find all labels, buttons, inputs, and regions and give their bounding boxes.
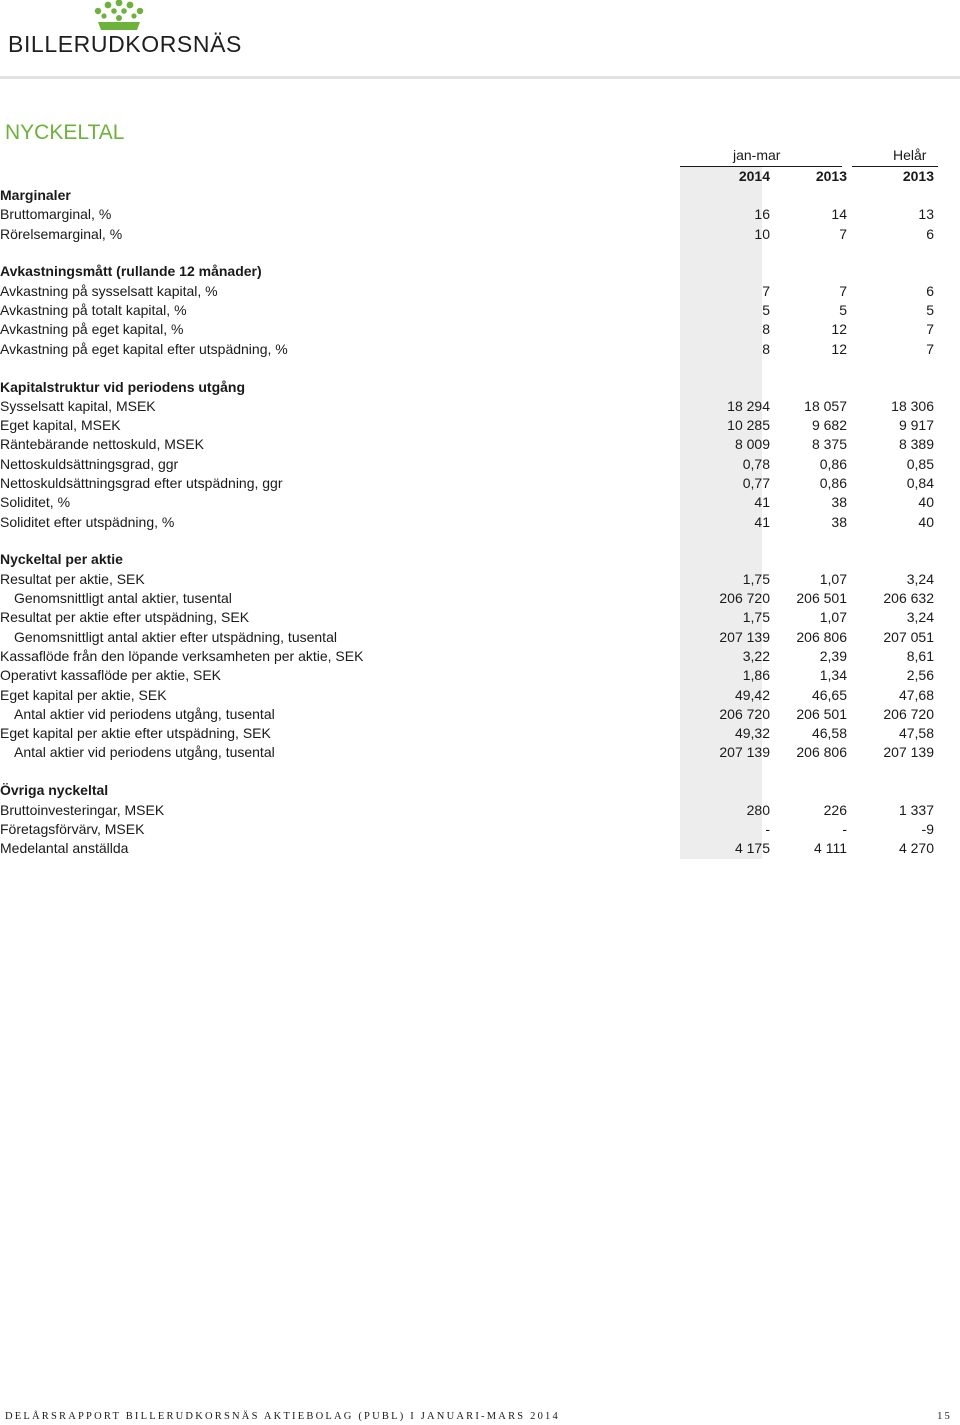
value-2013-q1: 12 [831, 321, 847, 338]
column-year-row [0, 166, 934, 185]
value-2013-fullyear: 207 051 [883, 628, 934, 645]
row-label: Eget kapital, MSEK [0, 417, 121, 434]
table-row [0, 839, 934, 858]
value-2014-q1: 0,77 [742, 474, 770, 491]
table-row [0, 588, 934, 607]
section-spacer [0, 762, 934, 781]
table-row [0, 646, 934, 665]
value-2014-q1: 18 294 [727, 397, 770, 414]
row-label: Genomsnittligt antal aktier efter utspädning, tusental [14, 628, 337, 645]
value-2013-q1: 8 375 [811, 436, 847, 453]
value-2013-fullyear: 0,84 [906, 474, 934, 491]
table-row [0, 281, 934, 300]
value-2013-fullyear: 206 632 [883, 590, 934, 607]
section-heading-row [0, 185, 934, 204]
value-2013-fullyear: 9 917 [898, 417, 934, 434]
value-2013-fullyear: 8 389 [898, 436, 934, 453]
table-row [0, 800, 934, 819]
value-2013-fullyear: 40 [918, 513, 934, 530]
value-2014-q1: 49,32 [734, 725, 770, 742]
value-2013-q1: 14 [831, 206, 847, 223]
year-header: 2013 [902, 167, 934, 184]
value-2013-fullyear: 6 [926, 225, 934, 242]
row-label: Kassaflöde från den löpande verksamheten per aktie, SEK [0, 647, 364, 664]
table-row [0, 224, 934, 243]
column-group-fullyear: Helår [893, 147, 927, 163]
value-2014-q1: 3,22 [742, 647, 770, 664]
company-logo [6, 0, 242, 60]
table-row [0, 205, 934, 224]
page-title: NYCKELTAL [5, 121, 125, 144]
row-label: Avkastning på eget kapital efter utspädning, % [0, 340, 288, 357]
table-row [0, 435, 934, 454]
value-2014-q1: 1,75 [742, 570, 770, 587]
row-label: Nettoskuldsättningsgrad, ggr [0, 455, 179, 472]
value-2013-q1: 1,07 [819, 609, 847, 626]
year-header: 2013 [815, 167, 847, 184]
header-divider [0, 76, 960, 79]
footer-report-title: DELÅRSRAPPORT BILLERUDKORSNÄS AKTIEBOLAG (PUBL) I JANUARI-MARS 2014 [5, 1411, 560, 1422]
value-2013-fullyear: 5 [926, 302, 934, 319]
value-2013-q1: 12 [831, 340, 847, 357]
value-2013-fullyear: 207 139 [883, 744, 934, 761]
row-label: Sysselsatt kapital, MSEK [0, 397, 156, 414]
value-2014-q1: 8 009 [734, 436, 770, 453]
table-row [0, 608, 934, 627]
column-group-quarter: jan-mar [733, 147, 781, 163]
value-2013-fullyear: 0,85 [906, 455, 934, 472]
value-2013-q1: 206 806 [796, 744, 847, 761]
value-2013-fullyear: 18 306 [891, 397, 934, 414]
value-2013-q1: 46,65 [811, 686, 847, 703]
table-row [0, 320, 934, 339]
value-2014-q1: 207 139 [719, 628, 770, 645]
value-2013-fullyear: 13 [918, 206, 934, 223]
value-2013-q1: 7 [839, 225, 847, 242]
section-spacer [0, 243, 934, 262]
value-2013-fullyear: 3,24 [906, 609, 934, 626]
value-2013-q1: 18 057 [804, 397, 847, 414]
table-row [0, 473, 934, 492]
row-label: Soliditet, % [0, 494, 71, 511]
section-spacer [0, 531, 934, 550]
value-2013-q1: 38 [831, 513, 847, 530]
value-2013-fullyear: 47,58 [898, 725, 934, 742]
section-spacer [0, 358, 934, 377]
value-2014-q1: - [765, 820, 770, 837]
value-2013-fullyear: 1 337 [898, 801, 934, 818]
section-heading-row [0, 377, 934, 396]
table-row [0, 704, 934, 723]
table-row [0, 724, 934, 743]
value-2013-q1: 7 [839, 282, 847, 299]
section-heading: Marginaler [0, 186, 71, 203]
section-heading-row [0, 262, 934, 281]
value-2013-q1: 46,58 [811, 725, 847, 742]
value-2013-q1: 1,34 [819, 667, 847, 684]
value-2013-q1: 1,07 [819, 570, 847, 587]
section-heading: Övriga nyckeltal [0, 782, 109, 799]
value-2014-q1: 10 285 [727, 417, 770, 434]
row-label: Räntebärande nettoskuld, MSEK [0, 436, 204, 453]
section-heading: Kapitalstruktur vid periodens utgång [0, 378, 246, 395]
table-row [0, 415, 934, 434]
row-label: Antal aktier vid periodens utgång, tusental [14, 744, 275, 761]
value-2014-q1: 206 720 [719, 590, 770, 607]
row-label: Avkastning på totalt kapital, % [0, 302, 187, 319]
row-label: Eget kapital per aktie efter utspädning, SEK [0, 725, 271, 742]
section-heading-row [0, 781, 934, 800]
value-2014-q1: 49,42 [734, 686, 770, 703]
table-row [0, 627, 934, 646]
value-2014-q1: 10 [754, 225, 770, 242]
value-2013-q1: 206 806 [796, 628, 847, 645]
value-2013-q1: 5 [839, 302, 847, 319]
value-2013-q1: 9 682 [811, 417, 847, 434]
row-label: Bruttomarginal, % [0, 206, 112, 223]
value-2014-q1: 0,78 [742, 455, 770, 472]
row-label: Resultat per aktie efter utspädning, SEK [0, 609, 250, 626]
value-2013-fullyear: 4 270 [898, 840, 934, 857]
value-2013-q1: 206 501 [796, 590, 847, 607]
crown-logo-icon [94, 0, 144, 32]
value-2013-q1: 0,86 [819, 474, 847, 491]
value-2013-fullyear: 8,61 [906, 647, 934, 664]
row-label: Resultat per aktie, SEK [0, 570, 145, 587]
year-header: 2014 [738, 167, 770, 184]
table-row [0, 493, 934, 512]
value-2013-q1: 38 [831, 494, 847, 511]
row-label: Rörelsemarginal, % [0, 225, 123, 242]
row-label: Medelantal anställda [0, 840, 129, 857]
table-row [0, 396, 934, 415]
value-2013-q1: 4 111 [814, 840, 847, 857]
table-row [0, 685, 934, 704]
row-label: Antal aktier vid periodens utgång, tusental [14, 705, 275, 722]
page-footer [5, 1411, 952, 1422]
value-2014-q1: 8 [762, 340, 770, 357]
key-figures-table [0, 166, 934, 858]
value-2014-q1: 207 139 [719, 744, 770, 761]
table-row [0, 666, 934, 685]
section-heading-row [0, 550, 934, 569]
value-2014-q1: 16 [754, 206, 770, 223]
row-label: Avkastning på sysselsatt kapital, % [0, 282, 218, 299]
row-label: Operativt kassaflöde per aktie, SEK [0, 667, 221, 684]
table-row [0, 454, 934, 473]
value-2013-q1: 2,39 [819, 647, 847, 664]
value-2013-fullyear: 2,56 [906, 667, 934, 684]
value-2014-q1: 1,75 [742, 609, 770, 626]
value-2013-fullyear: 3,24 [906, 570, 934, 587]
row-label: Avkastning på eget kapital, % [0, 321, 184, 338]
value-2013-q1: 226 [823, 801, 847, 818]
row-label: Bruttoinvesteringar, MSEK [0, 801, 165, 818]
page-number: 15 [937, 1411, 952, 1422]
table-row [0, 512, 934, 531]
row-label: Nettoskuldsättningsgrad efter utspädning, ggr [0, 474, 283, 491]
row-label: Företagsförvärv, MSEK [0, 820, 145, 837]
value-2013-q1: 206 501 [796, 705, 847, 722]
table-row [0, 569, 934, 588]
row-label: Soliditet efter utspädning, % [0, 513, 175, 530]
value-2013-fullyear: 206 720 [883, 705, 934, 722]
value-2013-q1: - [842, 820, 847, 837]
value-2014-q1: 280 [746, 801, 770, 818]
row-label: Eget kapital per aktie, SEK [0, 686, 167, 703]
value-2014-q1: 1,86 [742, 667, 770, 684]
table-row [0, 339, 934, 358]
row-label: Genomsnittligt antal aktier, tusental [14, 590, 232, 607]
value-2014-q1: 41 [754, 513, 770, 530]
section-heading: Avkastningsmått (rullande 12 månader) [0, 263, 262, 280]
value-2014-q1: 5 [762, 302, 770, 319]
table-row [0, 300, 934, 319]
table-row [0, 819, 934, 838]
value-2013-fullyear: 47,68 [898, 686, 934, 703]
value-2014-q1: 7 [762, 282, 770, 299]
value-2013-q1: 0,86 [819, 455, 847, 472]
value-2013-fullyear: 6 [926, 282, 934, 299]
value-2013-fullyear: 40 [918, 494, 934, 511]
section-heading: Nyckeltal per aktie [0, 551, 123, 568]
table-row [0, 743, 934, 762]
logo-wordmark: BILLERUDKORSNÄS [8, 31, 242, 57]
value-2014-q1: 8 [762, 321, 770, 338]
value-2014-q1: 206 720 [719, 705, 770, 722]
value-2014-q1: 4 175 [734, 840, 770, 857]
value-2013-fullyear: -9 [921, 820, 934, 837]
value-2013-fullyear: 7 [926, 321, 934, 338]
value-2014-q1: 41 [754, 494, 770, 511]
value-2013-fullyear: 7 [926, 340, 934, 357]
